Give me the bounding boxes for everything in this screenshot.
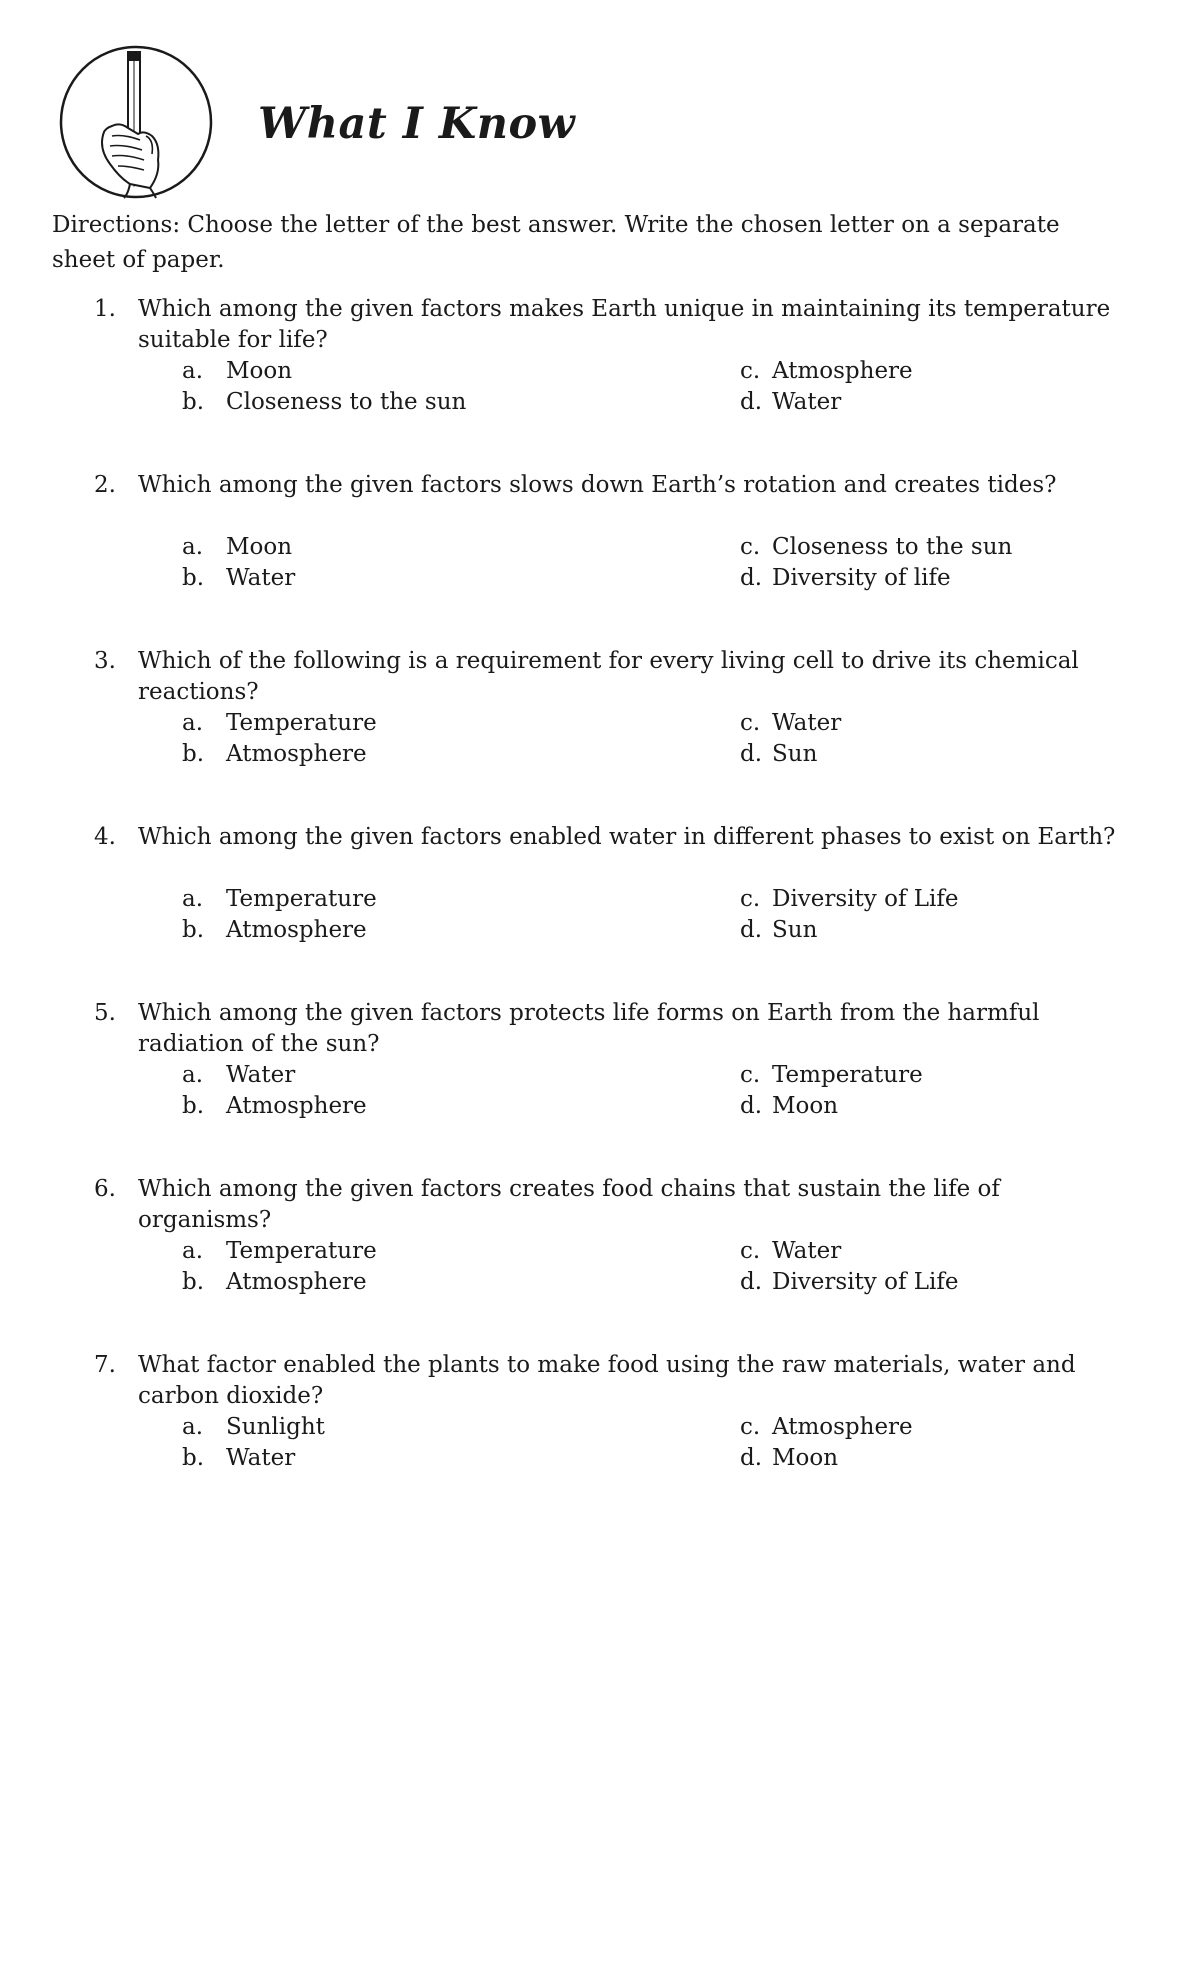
choice-text: Atmosphere xyxy=(226,741,367,767)
choice-letter: b. xyxy=(182,1445,205,1471)
choice-b xyxy=(182,739,367,770)
choice-text: Water xyxy=(226,1445,296,1471)
choice-text: Diversity of Life xyxy=(772,1269,959,1295)
choice-letter: d. xyxy=(740,741,763,767)
choice-a xyxy=(182,1236,377,1267)
choice-letter: d. xyxy=(740,1093,763,1119)
choice-letter: c. xyxy=(740,886,761,912)
choice-text: Moon xyxy=(226,534,293,560)
choice-a xyxy=(182,1060,295,1091)
choice-c xyxy=(740,532,1012,563)
choice-a xyxy=(182,884,377,915)
choice-letter: c. xyxy=(740,1414,761,1440)
choice-text: Closeness to the sun xyxy=(226,389,467,415)
question-text: What factor enabled the plants to make food using the raw materials, water and carbon dioxide? xyxy=(138,1352,1076,1409)
choice-text: Diversity of life xyxy=(772,565,951,591)
choice-text: Temperature xyxy=(226,710,377,736)
choice-text: Sun xyxy=(772,741,818,767)
question-text: Which among the given factors protects life forms on Earth from the harmful radiation of the sun? xyxy=(138,1000,1040,1057)
choice-text: Diversity of Life xyxy=(772,886,959,912)
choice-letter: b. xyxy=(182,1093,205,1119)
choice-letter: a. xyxy=(182,1238,204,1264)
choice-letter: d. xyxy=(740,1269,763,1295)
question-number: 3. xyxy=(94,648,116,674)
choice-text: Water xyxy=(772,710,842,736)
choice-text: Moon xyxy=(772,1093,839,1119)
question-number: 7. xyxy=(94,1352,116,1378)
choice-c xyxy=(740,1412,913,1443)
choice-a xyxy=(182,1412,325,1443)
question-text: Which among the given factors enabled water in different phases to exist on Earth? xyxy=(138,824,1116,850)
choice-text: Temperature xyxy=(226,886,377,912)
choice-a xyxy=(182,356,292,387)
choice-letter: d. xyxy=(740,565,763,591)
choice-c xyxy=(740,884,959,915)
choice-c xyxy=(740,356,913,387)
choice-letter: b. xyxy=(182,1269,205,1295)
choice-letter: c. xyxy=(740,1238,761,1264)
hand-holding-pencil-icon xyxy=(58,44,214,200)
choice-text: Sunlight xyxy=(226,1414,325,1440)
choice-text: Water xyxy=(772,389,842,415)
choice-letter: a. xyxy=(182,534,204,560)
choice-d xyxy=(740,563,951,594)
choice-letter: c. xyxy=(740,534,761,560)
question-number: 6. xyxy=(94,1176,116,1202)
choice-b xyxy=(182,1267,367,1298)
choice-text: Water xyxy=(772,1238,842,1264)
choice-d xyxy=(740,739,817,770)
choice-a xyxy=(182,532,292,563)
choice-b xyxy=(182,1091,367,1122)
choice-b xyxy=(182,563,295,594)
choice-letter: b. xyxy=(182,741,205,767)
choice-letter: d. xyxy=(740,917,763,943)
choice-b xyxy=(182,915,367,946)
question-number: 5. xyxy=(94,1000,116,1026)
section-title: What I Know xyxy=(258,99,576,149)
choice-text: Atmosphere xyxy=(226,917,367,943)
choice-b xyxy=(182,387,466,418)
choice-text: Moon xyxy=(226,358,293,384)
choice-letter: b. xyxy=(182,565,205,591)
choice-text: Atmosphere xyxy=(772,358,913,384)
choice-d xyxy=(740,1267,959,1298)
choice-letter: c. xyxy=(740,710,761,736)
question-text: Which among the given factors creates food chains that sustain the life of organisms? xyxy=(138,1176,1000,1233)
choice-text: Water xyxy=(226,565,296,591)
question-number: 4. xyxy=(94,824,116,850)
choice-d xyxy=(740,387,841,418)
choice-letter: a. xyxy=(182,1414,204,1440)
question-number: 2. xyxy=(94,472,116,498)
choice-letter: a. xyxy=(182,358,204,384)
choice-text: Atmosphere xyxy=(226,1269,367,1295)
choice-d xyxy=(740,1443,838,1474)
choice-text: Temperature xyxy=(226,1238,377,1264)
question-text: Which among the given factors slows down Earth’s rotation and creates tides? xyxy=(138,472,1057,498)
choice-letter: a. xyxy=(182,886,204,912)
choice-text: Atmosphere xyxy=(772,1414,913,1440)
choice-b xyxy=(182,1443,295,1474)
choice-text: Temperature xyxy=(772,1062,923,1088)
choice-letter: d. xyxy=(740,389,763,415)
choice-letter: c. xyxy=(740,358,761,384)
choice-letter: a. xyxy=(182,1062,204,1088)
choice-text: Atmosphere xyxy=(226,1093,367,1119)
choice-letter: a. xyxy=(182,710,204,736)
choice-c xyxy=(740,1236,841,1267)
choice-letter: b. xyxy=(182,917,205,943)
choice-d xyxy=(740,915,817,946)
question-number: 1. xyxy=(94,296,116,322)
choice-c xyxy=(740,1060,923,1091)
choice-d xyxy=(740,1091,838,1122)
choice-text: Moon xyxy=(772,1445,839,1471)
choice-text: Closeness to the sun xyxy=(772,534,1013,560)
directions-text: Directions: Choose the letter of the best answer. Write the chosen letter on a separate sheet of paper. xyxy=(52,212,1060,273)
choice-text: Sun xyxy=(772,917,818,943)
choice-c xyxy=(740,708,841,739)
question-text: Which of the following is a requirement for every living cell to drive its chemical reactions? xyxy=(138,648,1079,705)
choice-letter: c. xyxy=(740,1062,761,1088)
question-text: Which among the given factors makes Earth unique in maintaining its temperature suitable for life? xyxy=(138,296,1111,353)
choice-letter: d. xyxy=(740,1445,763,1471)
choice-a xyxy=(182,708,377,739)
choice-letter: b. xyxy=(182,389,205,415)
choice-text: Water xyxy=(226,1062,296,1088)
